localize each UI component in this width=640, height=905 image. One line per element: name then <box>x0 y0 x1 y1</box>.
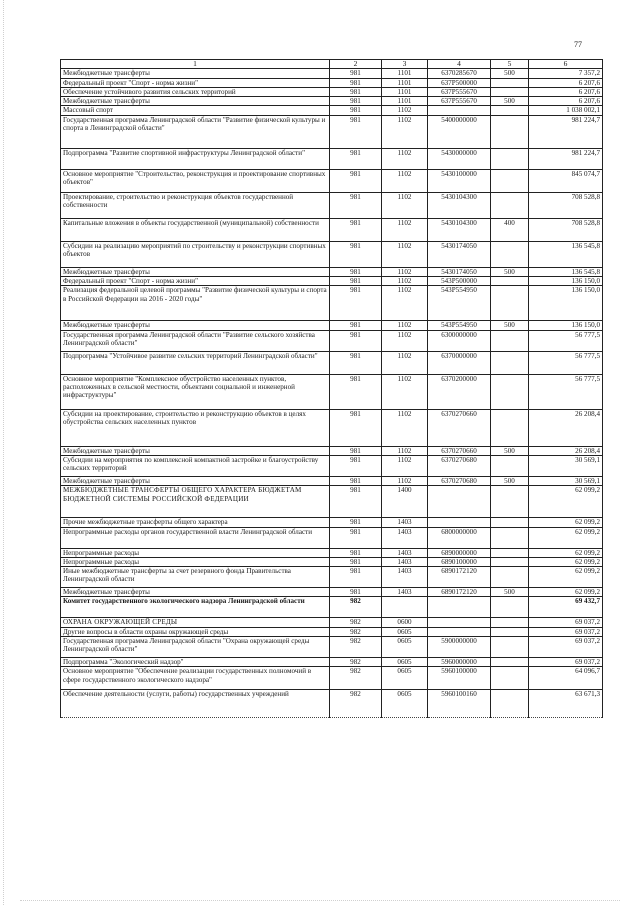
row-target-article-cell: 6300000000 <box>428 330 491 351</box>
row-name-cell: Реализация федеральной целевой программы "Развитие физической культуры и спорта в Российской Федерации на 2016 - 2020 годы" <box>61 286 330 321</box>
row-sum-cell: 69 037,2 <box>529 627 603 636</box>
table-row <box>61 97 603 106</box>
row-expense-type-cell <box>491 277 529 286</box>
row-target-article-cell: 543P554950 <box>428 286 491 321</box>
table-row <box>61 588 603 597</box>
table-header-row <box>61 60 603 69</box>
row-expense-type-cell <box>491 148 529 169</box>
row-name-cell: Межбюджетные трансферты <box>61 321 330 330</box>
row-sum-cell: 69 037,2 <box>529 618 603 627</box>
row-ved-cell: 981 <box>330 286 382 321</box>
row-target-article-cell: 637P500000 <box>428 78 491 87</box>
header-cell: 6 <box>529 60 603 69</box>
row-expense-type-cell: 500 <box>491 69 529 78</box>
row-expense-type-cell <box>491 87 529 96</box>
table-row <box>61 241 603 267</box>
row-sum-cell: 56 777,5 <box>529 330 603 351</box>
row-expense-type-cell <box>491 409 529 446</box>
table-row <box>61 267 603 276</box>
table-row <box>61 597 603 618</box>
row-name-cell: Межбюджетные трансферты <box>61 476 330 485</box>
table-row <box>61 618 603 627</box>
row-target-article-cell: 543P500000 <box>428 277 491 286</box>
row-section-cell: 1102 <box>382 106 428 115</box>
row-target-article-cell: 6890172120 <box>428 567 491 588</box>
row-ved-cell: 982 <box>330 597 382 618</box>
row-target-article-cell: 6800000000 <box>428 527 491 548</box>
row-section-cell: 1102 <box>382 192 428 218</box>
row-ved-cell: 981 <box>330 97 382 106</box>
row-ved-cell: 981 <box>330 148 382 169</box>
row-section-cell: 1403 <box>382 548 428 557</box>
row-ved-cell: 981 <box>330 557 382 566</box>
row-sum-cell: 6 207,6 <box>529 97 603 106</box>
row-section-cell: 0605 <box>382 637 428 658</box>
table-row <box>61 627 603 636</box>
row-ved-cell: 981 <box>330 169 382 192</box>
row-sum-cell: 30 569,1 <box>529 476 603 485</box>
table-row <box>61 548 603 557</box>
row-name-cell: Федеральный проект "Спорт - норма жизни" <box>61 277 330 286</box>
row-section-cell: 1102 <box>382 321 428 330</box>
row-ved-cell: 981 <box>330 567 382 588</box>
table-row <box>61 286 603 321</box>
row-ved-cell: 982 <box>330 667 382 690</box>
row-section-cell: 1403 <box>382 557 428 566</box>
row-section-cell: 1102 <box>382 148 428 169</box>
row-target-article-cell: 5900000000 <box>428 637 491 658</box>
row-expense-type-cell <box>491 637 529 658</box>
row-target-article-cell: 5400000000 <box>428 115 491 148</box>
row-name-cell: Подпрограмма "Развитие спортивной инфраструктуры Ленинградской области" <box>61 148 330 169</box>
row-target-article-cell: 5430000000 <box>428 148 491 169</box>
row-target-article-cell: 5960100160 <box>428 690 491 718</box>
row-ved-cell: 982 <box>330 627 382 636</box>
row-sum-cell: 63 671,3 <box>529 690 603 718</box>
table-row <box>61 637 603 658</box>
header-cell: 4 <box>428 60 491 69</box>
row-ved-cell: 981 <box>330 446 382 455</box>
row-target-article-cell: 6370200000 <box>428 374 491 409</box>
row-section-cell: 1102 <box>382 330 428 351</box>
table-row <box>61 409 603 446</box>
row-ved-cell: 981 <box>330 527 382 548</box>
table-row <box>61 115 603 148</box>
row-ved-cell: 981 <box>330 115 382 148</box>
row-name-cell: Межбюджетные трансферты <box>61 446 330 455</box>
table-row <box>61 321 603 330</box>
row-section-cell: 1101 <box>382 78 428 87</box>
row-expense-type-cell <box>491 330 529 351</box>
row-ved-cell: 981 <box>330 78 382 87</box>
row-expense-type-cell: 500 <box>491 267 529 276</box>
row-section-cell: 0600 <box>382 618 428 627</box>
row-target-article-cell: 6370270680 <box>428 455 491 476</box>
table-row <box>61 192 603 218</box>
row-target-article-cell: 637P555670 <box>428 87 491 96</box>
row-sum-cell: 56 777,5 <box>529 374 603 409</box>
table-row <box>61 567 603 588</box>
row-name-cell: Государственная программа Ленинградской области "Развитие физической культуры и спорта в Ленинградской области" <box>61 115 330 148</box>
scan-edge-left <box>3 0 5 905</box>
row-expense-type-cell <box>491 486 529 518</box>
row-section-cell: 0605 <box>382 690 428 718</box>
row-target-article-cell: 6890100000 <box>428 557 491 566</box>
row-name-cell: Основное мероприятие "Обеспечение реализации государственных полномочий в сфере государственного экологического надзора" <box>61 667 330 690</box>
row-section-cell <box>382 597 428 618</box>
row-section-cell: 1102 <box>382 169 428 192</box>
row-section-cell: 1101 <box>382 69 428 78</box>
table-row <box>61 518 603 527</box>
row-expense-type-cell <box>491 241 529 267</box>
row-name-cell: Субсидии на мероприятия по комплексной компактной застройке и благоустройству сельских территорий <box>61 455 330 476</box>
row-expense-type-cell <box>491 169 529 192</box>
row-ved-cell: 982 <box>330 637 382 658</box>
table-row <box>61 455 603 476</box>
row-section-cell: 1102 <box>382 277 428 286</box>
table-row <box>61 169 603 192</box>
row-expense-type-cell <box>491 658 529 667</box>
row-name-cell: Федеральный проект "Спорт - норма жизни" <box>61 78 330 87</box>
row-section-cell: 1403 <box>382 527 428 548</box>
row-name-cell: Субсидии на реализацию мероприятий по строительству и реконструкции спортивных объектов <box>61 241 330 267</box>
header-cell: 1 <box>61 60 330 69</box>
table-row <box>61 330 603 351</box>
row-target-article-cell <box>428 627 491 636</box>
table-row <box>61 658 603 667</box>
row-sum-cell: 62 099,2 <box>529 548 603 557</box>
row-section-cell: 1102 <box>382 286 428 321</box>
row-expense-type-cell <box>491 567 529 588</box>
row-name-cell: Межбюджетные трансферты <box>61 97 330 106</box>
row-target-article-cell: 5960000000 <box>428 658 491 667</box>
row-name-cell: Иные межбюджетные трансферты за счет резервного фонда Правительства Ленинградской области <box>61 567 330 588</box>
row-sum-cell: 56 777,5 <box>529 351 603 374</box>
row-target-article-cell <box>428 518 491 527</box>
table-row <box>61 690 603 718</box>
row-section-cell: 1102 <box>382 241 428 267</box>
row-expense-type-cell: 500 <box>491 97 529 106</box>
row-expense-type-cell: 500 <box>491 446 529 455</box>
row-section-cell: 0605 <box>382 667 428 690</box>
row-ved-cell: 981 <box>330 69 382 78</box>
row-section-cell: 1400 <box>382 486 428 518</box>
row-name-cell: Массовый спорт <box>61 106 330 115</box>
row-expense-type-cell <box>491 192 529 218</box>
row-section-cell: 1403 <box>382 518 428 527</box>
row-target-article-cell: 6370000000 <box>428 351 491 374</box>
row-section-cell: 1102 <box>382 115 428 148</box>
row-name-cell: Непрограммные расходы органов государственной власти Ленинградской области <box>61 527 330 548</box>
row-ved-cell: 981 <box>330 351 382 374</box>
row-expense-type-cell <box>491 115 529 148</box>
row-ved-cell: 981 <box>330 486 382 518</box>
row-sum-cell: 62 099,2 <box>529 567 603 588</box>
row-target-article-cell: 543P554950 <box>428 321 491 330</box>
row-name-cell: ОХРАНА ОКРУЖАЮЩЕЙ СРЕДЫ <box>61 618 330 627</box>
row-target-article-cell: 5430100000 <box>428 169 491 192</box>
row-sum-cell: 7 357,2 <box>529 69 603 78</box>
row-sum-cell: 62 099,2 <box>529 518 603 527</box>
table-row <box>61 374 603 409</box>
row-expense-type-cell <box>491 690 529 718</box>
row-ved-cell: 981 <box>330 588 382 597</box>
row-expense-type-cell: 500 <box>491 321 529 330</box>
row-name-cell: Непрограммные расходы <box>61 548 330 557</box>
row-expense-type-cell <box>491 527 529 548</box>
row-ved-cell: 981 <box>330 87 382 96</box>
row-name-cell: Субсидии на проектирование, строительство и реконструкцию объектов в целях обустройства сельских населенных пунктов <box>61 409 330 446</box>
row-ved-cell: 981 <box>330 518 382 527</box>
table-row <box>61 486 603 518</box>
row-name-cell: Государственная программа Ленинградской области "Развитие сельского хозяйства Ленинградской области" <box>61 330 330 351</box>
row-section-cell: 1101 <box>382 97 428 106</box>
row-sum-cell: 26 208,4 <box>529 446 603 455</box>
table-row <box>61 69 603 78</box>
row-ved-cell: 981 <box>330 106 382 115</box>
row-ved-cell: 981 <box>330 321 382 330</box>
row-sum-cell: 62 099,2 <box>529 486 603 518</box>
row-target-article-cell: 5430174050 <box>428 267 491 276</box>
row-target-article-cell <box>428 106 491 115</box>
row-section-cell: 1101 <box>382 87 428 96</box>
row-sum-cell: 708 528,8 <box>529 192 603 218</box>
row-sum-cell: 26 208,4 <box>529 409 603 446</box>
row-name-cell: Обеспечение деятельности (услуги, работы) государственных учреждений <box>61 690 330 718</box>
row-expense-type-cell <box>491 78 529 87</box>
header-cell: 2 <box>330 60 382 69</box>
row-ved-cell: 981 <box>330 241 382 267</box>
table-row <box>61 148 603 169</box>
row-name-cell: Основное мероприятие "Строительство, реконструкция и проектирование спортивных объектов" <box>61 169 330 192</box>
row-target-article-cell <box>428 597 491 618</box>
row-sum-cell: 62 099,2 <box>529 527 603 548</box>
row-name-cell: Комитет государственного экологического надзора Ленинградской области <box>61 597 330 618</box>
row-expense-type-cell: 400 <box>491 218 529 241</box>
row-target-article-cell: 6370270660 <box>428 446 491 455</box>
row-section-cell: 1102 <box>382 446 428 455</box>
row-ved-cell: 981 <box>330 455 382 476</box>
row-target-article-cell: 6370270660 <box>428 409 491 446</box>
row-name-cell: Межбюджетные трансферты <box>61 588 330 597</box>
row-expense-type-cell <box>491 548 529 557</box>
row-sum-cell: 62 099,2 <box>529 588 603 597</box>
row-target-article-cell: 5430104300 <box>428 218 491 241</box>
row-name-cell: Подпрограмма "Устойчивое развитие сельских территорий Ленинградской области" <box>61 351 330 374</box>
row-ved-cell: 981 <box>330 330 382 351</box>
row-expense-type-cell <box>491 597 529 618</box>
row-sum-cell: 981 224,7 <box>529 148 603 169</box>
row-sum-cell: 845 074,7 <box>529 169 603 192</box>
row-ved-cell: 981 <box>330 548 382 557</box>
row-ved-cell: 981 <box>330 476 382 485</box>
row-ved-cell: 982 <box>330 618 382 627</box>
row-target-article-cell <box>428 486 491 518</box>
row-sum-cell: 136 545,8 <box>529 241 603 267</box>
row-section-cell: 1102 <box>382 374 428 409</box>
row-section-cell: 1102 <box>382 351 428 374</box>
row-sum-cell: 30 569,1 <box>529 455 603 476</box>
row-ved-cell: 981 <box>330 409 382 446</box>
table-row <box>61 277 603 286</box>
row-sum-cell: 64 096,7 <box>529 667 603 690</box>
row-name-cell: Непрограммные расходы <box>61 557 330 566</box>
row-section-cell: 1102 <box>382 267 428 276</box>
row-ved-cell: 982 <box>330 690 382 718</box>
table-row <box>61 667 603 690</box>
row-expense-type-cell <box>491 351 529 374</box>
row-name-cell: Подпрограмма "Экологический надзор" <box>61 658 330 667</box>
row-sum-cell: 981 224,7 <box>529 115 603 148</box>
table-row <box>61 218 603 241</box>
row-expense-type-cell <box>491 374 529 409</box>
row-sum-cell: 69 037,2 <box>529 637 603 658</box>
row-target-article-cell <box>428 618 491 627</box>
row-expense-type-cell <box>491 618 529 627</box>
row-target-article-cell: 5430174050 <box>428 241 491 267</box>
row-ved-cell: 981 <box>330 218 382 241</box>
row-sum-cell: 708 528,8 <box>529 218 603 241</box>
table-row <box>61 87 603 96</box>
row-sum-cell: 6 207,6 <box>529 87 603 96</box>
row-name-cell: Государственная программа Ленинградской области "Охрана окружающей среды Ленинградской области" <box>61 637 330 658</box>
row-sum-cell: 136 150,0 <box>529 321 603 330</box>
row-target-article-cell: 5960100000 <box>428 667 491 690</box>
row-name-cell: Основное мероприятие "Комплексное обустройство населенных пунктов, расположенных в сельской местности, объектами социальной и инженерной инфраструктуры" <box>61 374 330 409</box>
row-section-cell: 0605 <box>382 627 428 636</box>
row-expense-type-cell <box>491 286 529 321</box>
row-sum-cell: 136 150,0 <box>529 286 603 321</box>
row-expense-type-cell <box>491 106 529 115</box>
row-name-cell: МЕЖБЮДЖЕТНЫЕ ТРАНСФЕРТЫ ОБЩЕГО ХАРАКТЕРА БЮДЖЕТАМ БЮДЖЕТНОЙ СИСТЕМЫ РОССИЙСКОЙ ФЕДЕРАЦИИ <box>61 486 330 518</box>
row-sum-cell: 1 038 002,1 <box>529 106 603 115</box>
row-name-cell: Прочие межбюджетные трансферты общего характера <box>61 518 330 527</box>
row-target-article-cell: 637P555670 <box>428 97 491 106</box>
row-ved-cell: 982 <box>330 658 382 667</box>
row-expense-type-cell <box>491 455 529 476</box>
row-ved-cell: 981 <box>330 374 382 409</box>
row-sum-cell: 136 150,0 <box>529 277 603 286</box>
budget-table <box>60 59 603 718</box>
row-name-cell: Капитальные вложения в объекты государственной (муниципальной) собственности <box>61 218 330 241</box>
row-name-cell: Проектирование, строительство и реконструкция объектов государственной собственности <box>61 192 330 218</box>
row-section-cell: 1403 <box>382 567 428 588</box>
row-ved-cell: 981 <box>330 267 382 276</box>
table-row <box>61 78 603 87</box>
row-section-cell: 1102 <box>382 476 428 485</box>
row-target-article-cell: 6890172120 <box>428 588 491 597</box>
table-row <box>61 557 603 566</box>
row-sum-cell: 62 099,2 <box>529 557 603 566</box>
row-expense-type-cell <box>491 667 529 690</box>
row-name-cell: Межбюджетные трансферты <box>61 267 330 276</box>
row-section-cell: 1102 <box>382 409 428 446</box>
table-row <box>61 476 603 485</box>
header-cell: 3 <box>382 60 428 69</box>
row-name-cell: Обеспечение устойчивого развития сельских территорий <box>61 87 330 96</box>
table-row <box>61 527 603 548</box>
row-target-article-cell: 5430104300 <box>428 192 491 218</box>
row-section-cell: 1102 <box>382 455 428 476</box>
row-sum-cell: 136 545,8 <box>529 267 603 276</box>
row-sum-cell: 69 037,2 <box>529 658 603 667</box>
row-expense-type-cell <box>491 627 529 636</box>
row-expense-type-cell: 500 <box>491 588 529 597</box>
table-row <box>61 446 603 455</box>
row-name-cell: Межбюджетные трансферты <box>61 69 330 78</box>
row-target-article-cell: 6370285670 <box>428 69 491 78</box>
row-expense-type-cell: 500 <box>491 476 529 485</box>
table-row <box>61 106 603 115</box>
row-expense-type-cell <box>491 557 529 566</box>
row-ved-cell: 981 <box>330 192 382 218</box>
row-section-cell: 0605 <box>382 658 428 667</box>
row-section-cell: 1102 <box>382 218 428 241</box>
row-target-article-cell: 6890000000 <box>428 548 491 557</box>
row-expense-type-cell <box>491 518 529 527</box>
header-cell: 5 <box>491 60 529 69</box>
page-number: 77 <box>574 40 582 49</box>
row-sum-cell: 69 432,7 <box>529 597 603 618</box>
table-row <box>61 351 603 374</box>
row-target-article-cell: 6370270680 <box>428 476 491 485</box>
row-ved-cell: 981 <box>330 277 382 286</box>
scan-edge-bottom <box>20 900 620 902</box>
row-sum-cell: 6 207,6 <box>529 78 603 87</box>
row-name-cell: Другие вопросы в области охраны окружающей среды <box>61 627 330 636</box>
row-section-cell: 1403 <box>382 588 428 597</box>
